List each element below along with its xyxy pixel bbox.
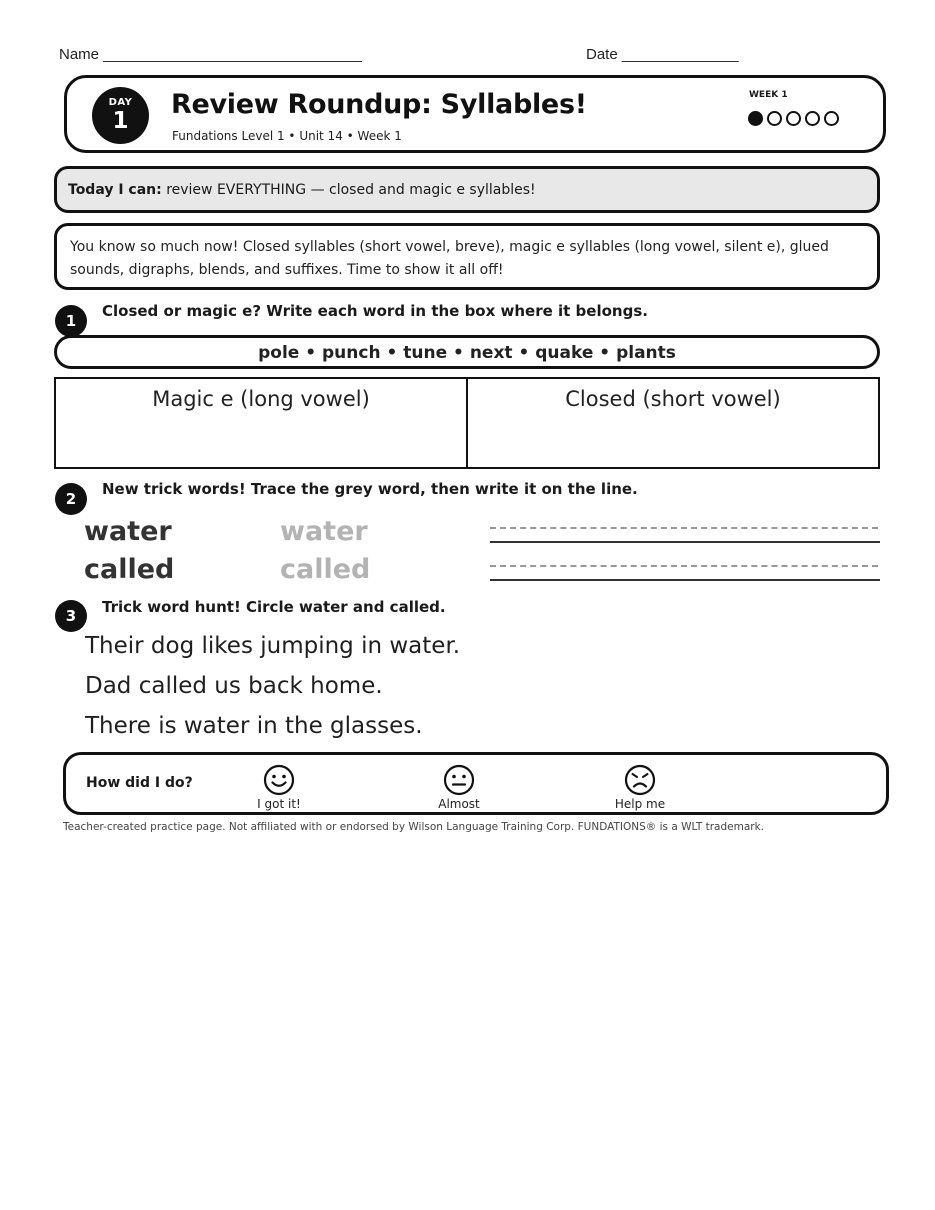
reflection-prompt: How did I do?	[86, 775, 193, 791]
goal-box	[54, 166, 880, 213]
column-header: Closed (short vowel)	[565, 387, 781, 411]
sentence[interactable]: Their dog likes jumping in water.	[85, 633, 461, 659]
sad-face-icon[interactable]	[624, 764, 656, 796]
section-instruction: New trick words! Trace the grey word, then write it on the line.	[102, 480, 638, 498]
writing-guide-dashed	[490, 527, 878, 529]
week-dot	[805, 111, 820, 126]
day-label: DAY	[108, 97, 133, 108]
week-progress	[748, 111, 839, 126]
section-instruction: Closed or magic e? Write each word in the box where it belongs.	[102, 302, 648, 320]
goal-lead: Today I can:	[68, 182, 162, 198]
trick-word: water	[84, 516, 172, 547]
sort-table	[54, 377, 880, 469]
trace-word[interactable]: called	[280, 554, 371, 585]
neutral-face-icon[interactable]	[443, 764, 475, 796]
section-instruction: Trick word hunt! Circle water and called.	[102, 598, 446, 616]
intro-box	[54, 223, 880, 290]
week-dot	[824, 111, 839, 126]
reflection-option-label: I got it!	[257, 797, 301, 811]
trick-word: called	[84, 554, 175, 585]
week-label: WEEK 1	[749, 90, 788, 100]
page-title: Review Roundup: Syllables!	[171, 89, 587, 120]
reflection-option-label: Help me	[614, 797, 666, 811]
word-bank	[54, 335, 880, 369]
sentence[interactable]: There is water in the glasses.	[85, 713, 423, 739]
happy-face-icon[interactable]	[263, 764, 295, 796]
reflection-option-label: Almost	[438, 797, 480, 811]
sort-column-closed[interactable]	[466, 379, 878, 467]
goal-text	[68, 182, 536, 198]
name-line[interactable]: Name _______________________________	[59, 46, 362, 63]
section-number: 1	[55, 305, 87, 337]
writing-guide-dashed	[490, 565, 878, 567]
writing-line[interactable]	[490, 541, 880, 543]
reflection-box	[63, 752, 889, 815]
week-dot	[786, 111, 801, 126]
header-box	[64, 75, 886, 153]
date-line[interactable]: Date ______________	[586, 46, 739, 63]
footer-disclaimer: Teacher-created practice page. Not affiliated with or endorsed by Wilson Language Training Corp. FUNDATIONS® is a WLT trademark.	[63, 821, 765, 833]
trace-word[interactable]: water	[280, 516, 368, 547]
intro-text: You know so much now! Closed syllables (short vowel, breve), magic e syllables (long vowel, silent e), glued sounds, digraphs, blends, and suffixes. Time to show it all off!	[70, 239, 829, 278]
day-badge	[92, 87, 149, 144]
column-header: Magic e (long vowel)	[152, 387, 370, 411]
week-dot	[748, 111, 763, 126]
section-number: 2	[55, 483, 87, 515]
week-dot	[767, 111, 782, 126]
day-number: 1	[112, 108, 129, 134]
goal-statement: review EVERYTHING — closed and magic e syllables!	[161, 182, 536, 198]
word-bank-text: pole • punch • tune • next • quake • plants	[258, 343, 676, 363]
section-number: 3	[55, 600, 87, 632]
sentence[interactable]: Dad called us back home.	[85, 673, 383, 699]
writing-line[interactable]	[490, 579, 880, 581]
page-subtitle: Fundations Level 1 • Unit 14 • Week 1	[172, 129, 402, 143]
sort-column-magic-e[interactable]	[56, 379, 466, 467]
